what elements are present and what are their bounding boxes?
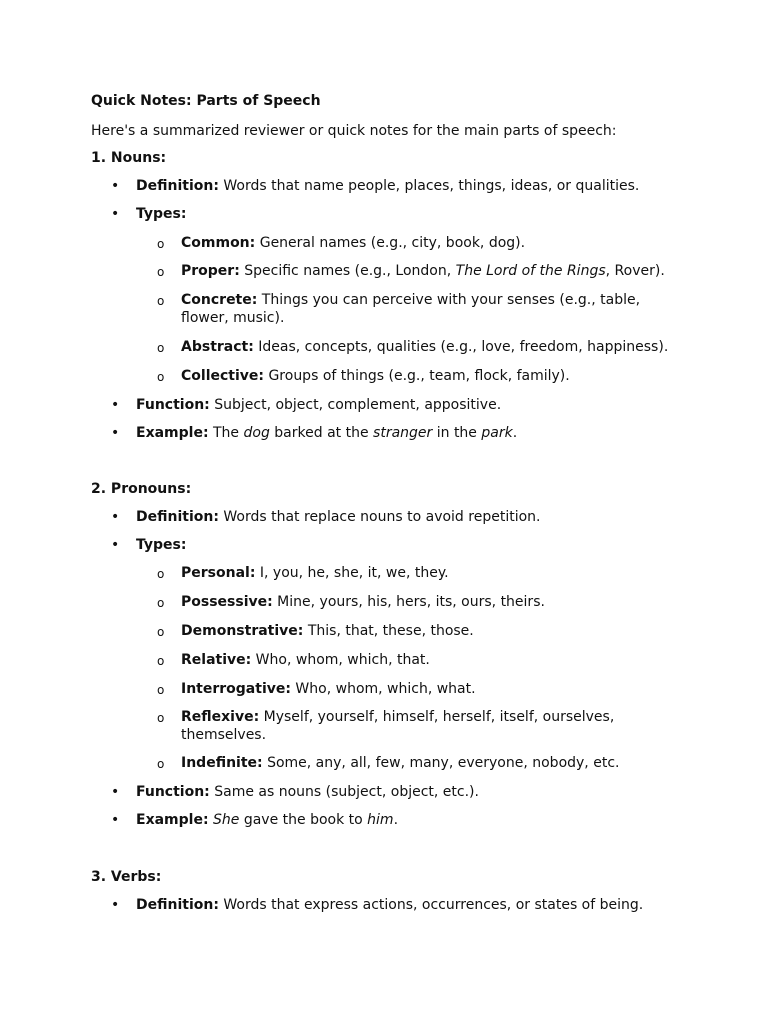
- bullet-icon: •: [111, 397, 120, 413]
- item-label: Reflexive:: [181, 709, 260, 725]
- list-item-pronoun-type-possessive: [157, 593, 691, 611]
- list-item-nouns-example: [111, 424, 696, 442]
- item-text: Mine, yours, his, hers, its, ours, theirs.: [272, 594, 545, 610]
- item-label: Definition:: [136, 509, 219, 525]
- item-label: Types:: [136, 206, 187, 222]
- item-text: Specific names (e.g., London,: [239, 263, 456, 279]
- bullet-icon: •: [111, 206, 120, 222]
- item-text: flower, music).: [181, 310, 285, 326]
- list-item-nouns-definition: [111, 177, 696, 195]
- sub-bullet-icon: o: [157, 711, 165, 725]
- item-label: Types:: [136, 537, 187, 553]
- list-item-pronoun-type-indefinite: [157, 754, 691, 772]
- item-label: Example:: [136, 812, 209, 828]
- item-text: The: [208, 425, 244, 441]
- list-item-noun-type-common: [157, 234, 691, 252]
- item-label: Common:: [181, 235, 256, 251]
- sub-bullet-icon: o: [157, 294, 165, 308]
- item-label: Collective:: [181, 368, 264, 384]
- item-text-italic: stranger: [373, 425, 433, 441]
- item-label: Function:: [136, 397, 210, 413]
- item-label: Interrogative:: [181, 681, 291, 697]
- list-item-nouns-function: [111, 396, 696, 414]
- item-label: Definition:: [136, 897, 219, 913]
- item-label: Example:: [136, 425, 209, 441]
- bullet-icon: •: [111, 812, 120, 828]
- item-text: barked at the: [269, 425, 374, 441]
- item-label: Abstract:: [181, 339, 254, 355]
- list-item-pronouns-example: [111, 811, 696, 829]
- item-text-italic: The Lord of the Rings: [455, 263, 606, 279]
- list-item-nouns-types: [111, 205, 696, 223]
- list-item-noun-type-abstract: [157, 338, 691, 356]
- item-text: Subject, object, complement, appositive.: [209, 397, 502, 413]
- section-heading-verbs: 3. Verbs:: [91, 869, 162, 885]
- bullet-icon: •: [111, 425, 120, 441]
- list-item-pronoun-type-reflexive: [157, 708, 691, 744]
- list-item-noun-type-proper: [157, 262, 691, 280]
- item-text: This, that, these, those.: [303, 623, 474, 639]
- section-heading-nouns: 1. Nouns:: [91, 150, 167, 166]
- item-text: Who, whom, which, that.: [251, 652, 430, 668]
- list-item-pronoun-type-personal: [157, 564, 691, 582]
- list-item-noun-type-concrete: [157, 291, 691, 327]
- list-item-verbs-definition: [111, 896, 696, 914]
- sub-bullet-icon: o: [157, 370, 165, 384]
- bullet-icon: •: [111, 784, 120, 800]
- list-item-pronoun-type-relative: [157, 651, 691, 669]
- list-item-pronouns-types: [111, 536, 696, 554]
- page-title: Quick Notes: Parts of Speech: [91, 93, 321, 109]
- list-item-pronoun-type-interrogative: [157, 680, 691, 698]
- item-text-italic: park: [481, 425, 513, 441]
- item-text: Words that name people, places, things, ideas, or qualities.: [218, 178, 640, 194]
- item-text-italic: him: [367, 812, 394, 828]
- item-text: .: [393, 812, 399, 828]
- item-text: Things you can perceive with your senses (e.g., table,: [257, 292, 641, 308]
- item-text: Same as nouns (subject, object, etc.).: [209, 784, 479, 800]
- sub-bullet-icon: o: [157, 341, 165, 355]
- item-text: gave the book to: [239, 812, 368, 828]
- item-label: Concrete:: [181, 292, 258, 308]
- sub-bullet-icon: o: [157, 265, 165, 279]
- item-label: Proper:: [181, 263, 240, 279]
- item-text: General names (e.g., city, book, dog).: [255, 235, 526, 251]
- sub-bullet-icon: o: [157, 757, 165, 771]
- item-text: Words that express actions, occurrences, or states of being.: [218, 897, 644, 913]
- item-text: Some, any, all, few, many, everyone, nobody, etc.: [262, 755, 620, 771]
- item-text: Words that replace nouns to avoid repetition.: [218, 509, 541, 525]
- item-label: Relative:: [181, 652, 252, 668]
- sub-bullet-icon: o: [157, 654, 165, 668]
- item-text: Ideas, concepts, qualities (e.g., love, freedom, happiness).: [253, 339, 669, 355]
- item-text-italic: She: [213, 812, 240, 828]
- bullet-icon: •: [111, 178, 120, 194]
- list-item-pronouns-definition: [111, 508, 696, 526]
- item-text: Myself, yourself, himself, herself, itself, ourselves,: [259, 709, 615, 725]
- item-text: I, you, he, she, it, we, they.: [255, 565, 449, 581]
- sub-bullet-icon: o: [157, 567, 165, 581]
- item-label: Function:: [136, 784, 210, 800]
- item-text: themselves.: [181, 727, 267, 743]
- sub-bullet-icon: o: [157, 237, 165, 251]
- item-label: Demonstrative:: [181, 623, 304, 639]
- list-item-pronouns-function: [111, 783, 696, 801]
- item-text: Who, whom, which, what.: [290, 681, 476, 697]
- list-item-pronoun-type-demonstrative: [157, 622, 691, 640]
- intro-paragraph: Here's a summarized reviewer or quick notes for the main parts of speech:: [91, 123, 617, 139]
- item-text: Groups of things (e.g., team, flock, family).: [264, 368, 570, 384]
- item-label: Definition:: [136, 178, 219, 194]
- item-text-italic: dog: [243, 425, 270, 441]
- item-text: , Rover).: [605, 263, 665, 279]
- section-heading-pronouns: 2. Pronouns:: [91, 481, 192, 497]
- item-label: Possessive:: [181, 594, 273, 610]
- sub-bullet-icon: o: [157, 596, 165, 610]
- sub-bullet-icon: o: [157, 625, 165, 639]
- item-label: Personal:: [181, 565, 256, 581]
- bullet-icon: •: [111, 897, 120, 913]
- item-text: .: [512, 425, 518, 441]
- item-text: in the: [432, 425, 482, 441]
- bullet-icon: •: [111, 537, 120, 553]
- item-label: Indefinite:: [181, 755, 263, 771]
- sub-bullet-icon: o: [157, 683, 165, 697]
- list-item-noun-type-collective: [157, 367, 691, 385]
- bullet-icon: •: [111, 509, 120, 525]
